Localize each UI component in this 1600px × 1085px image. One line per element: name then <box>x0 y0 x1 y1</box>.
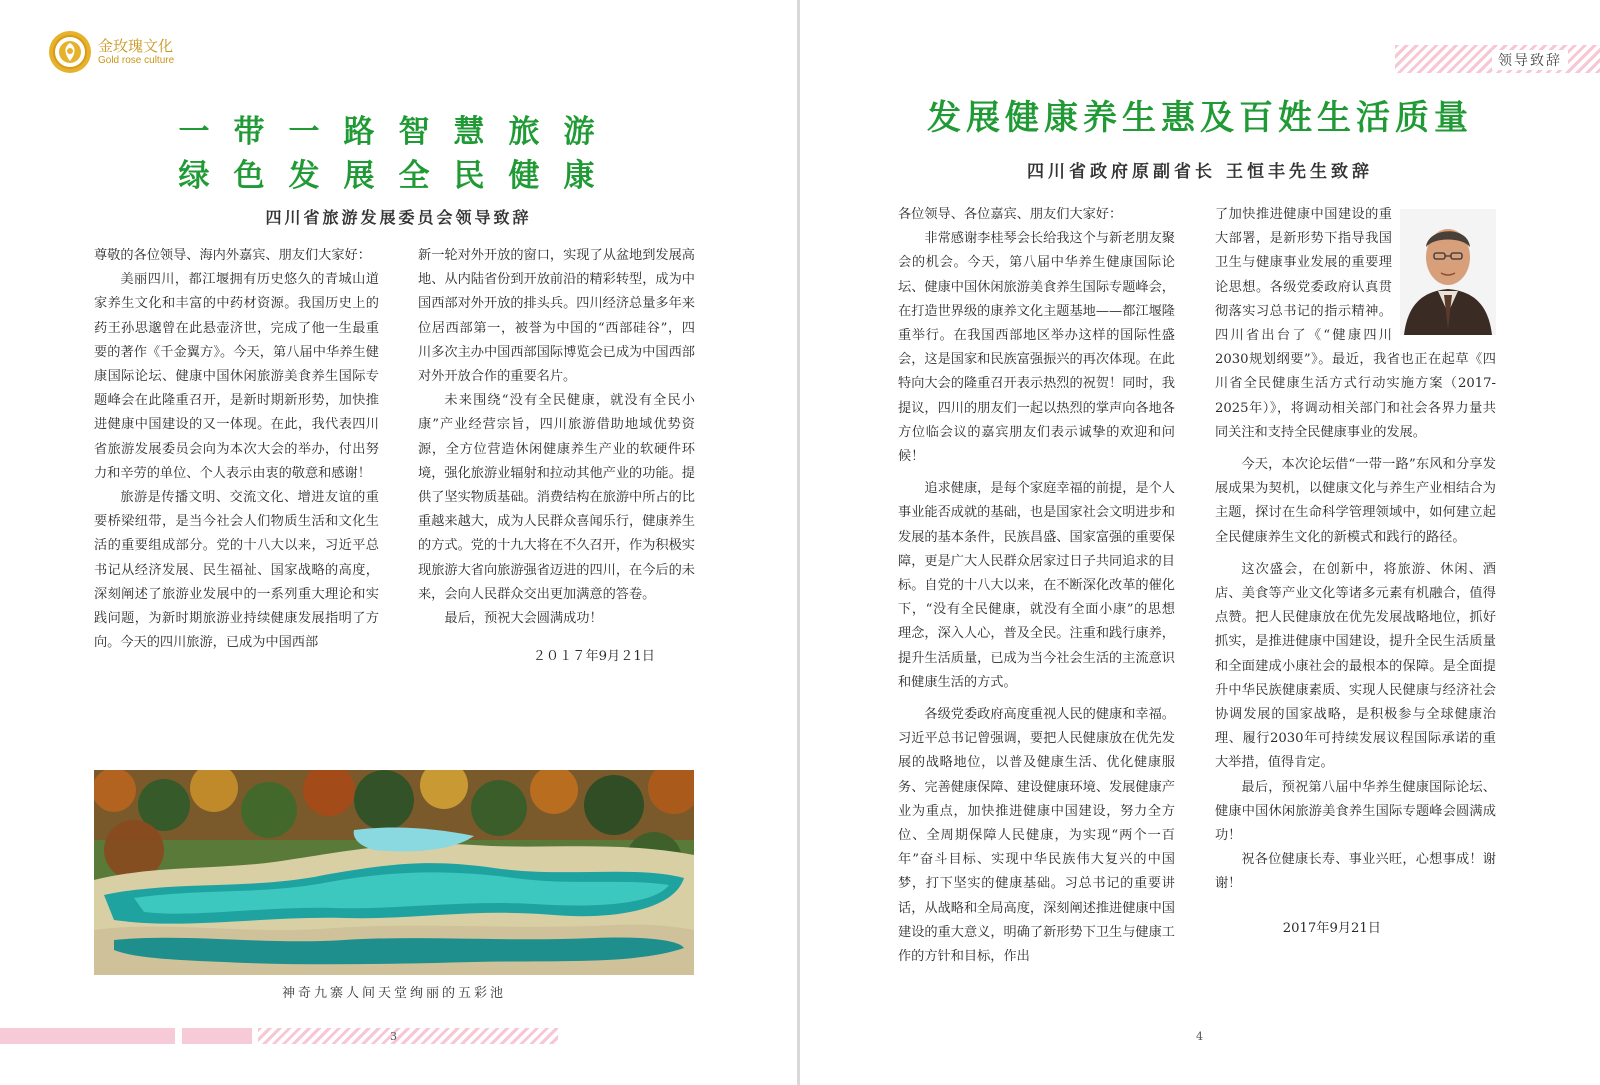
paragraph: 今天，本次论坛借“一带一路”东风和分享发展成果为契机，以健康文化与养生产业相结合为主题，探讨在生命科学管理领域中，如何建立起全民健康养生文化的新模式和践行的路径。 <box>1215 457 1496 545</box>
landscape-image <box>94 770 694 975</box>
footer-bar <box>0 1028 175 1044</box>
salutation: 尊敬的各位领导、海内外嘉宾、朋友们大家好： <box>94 248 371 263</box>
page-number: 4 <box>1196 1030 1203 1043</box>
footer-bar <box>182 1028 252 1044</box>
photo-caption: 神奇九寨人间天堂绚丽的五彩池 <box>281 986 506 1001</box>
logo-english-text: Gold rose culture <box>98 54 175 66</box>
right-article-subtitle: 四川省政府原副省长 王恒丰先生致辞 <box>1027 162 1373 182</box>
salutation: 各位领导、各位嘉宾、朋友们大家好： <box>898 207 1123 222</box>
paragraph: 各级党委政府高度重视人民的健康和幸福。习近平总书记曾强调，要把人民健康放在优先发展的战略地位，以普及健康生活、优化健康服务、完善健康保障、建设健康环境、发展健康产业为重点，加快推进健康中国建设，努力全方位、全周期保障人民健康，为实现“两个一百年”奋斗目标、实现中华民族伟大复兴的中国梦，打下坚实的健康基础。习总书记的重要讲话，从战略和全局高度，深刻阐述推进健康中国建设的重大意义，明确了新形势下卫生与健康工作的方针和目标，作出 <box>898 707 1175 965</box>
title-line-2: 绿色发展全民健康 <box>178 158 619 194</box>
title-line-1: 一带一路智慧旅游 <box>178 114 619 150</box>
right-page <box>800 0 1600 1085</box>
right-column-2 <box>1215 203 1496 941</box>
gold-rose-logo-icon <box>48 30 92 74</box>
five-color-pool-photo <box>94 770 694 975</box>
section-tab <box>1395 45 1600 73</box>
speech-date: 2017年9月21日 <box>1282 920 1381 936</box>
portrait-image <box>1400 209 1496 335</box>
speaker-portrait <box>1400 209 1496 335</box>
section-label: 领导致辞 <box>1492 50 1568 70</box>
logo-chinese-text: 金玫瑰文化 <box>98 37 174 56</box>
page-number: 3 <box>390 1030 397 1043</box>
left-article-subtitle: 四川省旅游发展委员会领导致辞 <box>265 208 532 227</box>
paragraph: 了加快推进健康中国建设的重大部署，是新形势下指导我国卫生与健康事业发展的重要理论思想。各级党委政府认真贯彻落实习总书记的指示精神。四川省出台了《“健康四川2030规划纲要”》。最近，我省也正在起草《四川省全民健康生活方式行动实施方案（2017-2025年）》，将调动相关部门和社会各界力量共同关注和支持全民健康事业的发展。 <box>1215 207 1496 440</box>
right-column-1 <box>898 203 1175 969</box>
paragraph: 新一轮对外开放的窗口，实现了从盆地到发展高地、从内陆省份到开放前沿的精彩转型，成为中国西部对外开放的排头兵。四川经济总量多年来位居西部第一，被誉为中国的“西部硅谷”，四川多次主办中国西部国际博览会已成为中国西部对外开放合作的重要名片。 <box>418 248 695 385</box>
closing-wish: 最后，预祝大会圆满成功！ <box>444 611 603 627</box>
left-page <box>0 0 797 1085</box>
paragraph: 这次盛会，在创新中，将旅游、休闲、酒店、美食等产业文化等诸多元素有机融合，值得点赞。把人民健康放在优先发展战略地位，抓好抓实，是推进健康中国建设，提升全民生活质量和全面建成小康社会的最根本的保障。是全面提升中华民族健康素质、实现人民健康与经济社会协调发展的国家战略，是积极参与全球健康治理、履行2030年可持续发展议程国际承诺的重大举措，值得肯定。 <box>1215 561 1496 771</box>
title-line: 发展健康养生惠及百姓生活质量 <box>927 98 1473 138</box>
left-column-1 <box>94 244 379 655</box>
right-article-title <box>800 96 1600 140</box>
paragraph: 最后，预祝第八届中华养生健康国际论坛、健康中国休闲旅游美食养生国际专题峰会圆满成功！ <box>1215 779 1496 844</box>
brand-logo <box>48 30 174 74</box>
paragraph: 追求健康，是每个家庭幸福的前提，是个人事业能否成就的基础，也是国家社会文明进步和发展的基本条件，民族昌盛、国家富强的重要保障，更是广大人民群众居家过日子共同追求的目标。自党的十八大以来，在不断深化改革的催化下，“没有全民健康，就没有全面小康”的思想理念，深入人心，普及全民。注重和践行康养，提升生活质量，已成为当今社会生活的主流意识和健康生活的方式。 <box>898 481 1175 690</box>
paragraph: 美丽四川，都江堰拥有历史悠久的青城山道家养生文化和丰富的中药材资源。我国历史上的药王孙思邈曾在此悬壶济世，完成了他一生最重要的著作《千金翼方》。今天，第八届中华养生健康国际论坛、健康中国休闲旅游美食养生国际专题峰会在此隆重召开，是新时期新形势，加快推进健康中国建设的又一体现。在此，我代表四川省旅游发展委员会向为本次大会的举办，付出努力和辛劳的单位、个人表示由衷的敬意和感谢！ <box>94 272 379 481</box>
footer-stripe <box>258 1028 558 1044</box>
paragraph: 旅游是传播文明、交流文化、增进友谊的重要桥梁纽带，是当今社会人们物质生活和文化生活的重要组成部分。党的十八大以来，习近平总书记从经济发展、民生福祉、国家战略的高度，深刻阐述了旅游业发展中的一系列重大理论和实践问题，为新时期旅游业持续健康发展指明了方向。今天的四川旅游，已成为中国西部 <box>94 490 379 651</box>
speech-date: ２０１７年9月２1日 <box>532 649 655 665</box>
left-column-2 <box>418 244 695 669</box>
paragraph: 未来围绕“没有全民健康，就没有全民小康”产业经营宗旨，四川旅游借助地域优势资源，全方位营造休闲健康养生产业的软硬件环境，强化旅游业辐射和拉动其他产业的功能。提供了坚实物质基础。消费结构在旅游中所占的比重越来越大，成为人民群众喜闻乐行，健康养生的方式。党的十九大将在不久召开，作为积极实现旅游大省向旅游强省迈进的四川，在今后的未来，会向人民群众交出更加满意的答卷。 <box>418 393 695 602</box>
left-article-title <box>0 110 797 198</box>
closing-wish: 祝各位健康长寿、事业兴旺，心想事成！谢谢！ <box>1215 852 1496 892</box>
paragraph: 非常感谢李桂琴会长给我这个与新老朋友聚会的机会。今天，第八届中华养生健康国际论坛、健康中国休闲旅游美食养生国际专题峰会，在打造世界级的康养文化主题基地——都江堰隆重举行。在我国西部地区举办这样的国际性盛会，这是国家和民族富强振兴的再次体现。在此特向大会的隆重召开表示热烈的祝贺！同时，我提议，四川的朋友们一起以热烈的掌声向各地各方位临会议的嘉宾朋友们表示诚挚的欢迎和问候！ <box>898 231 1175 465</box>
